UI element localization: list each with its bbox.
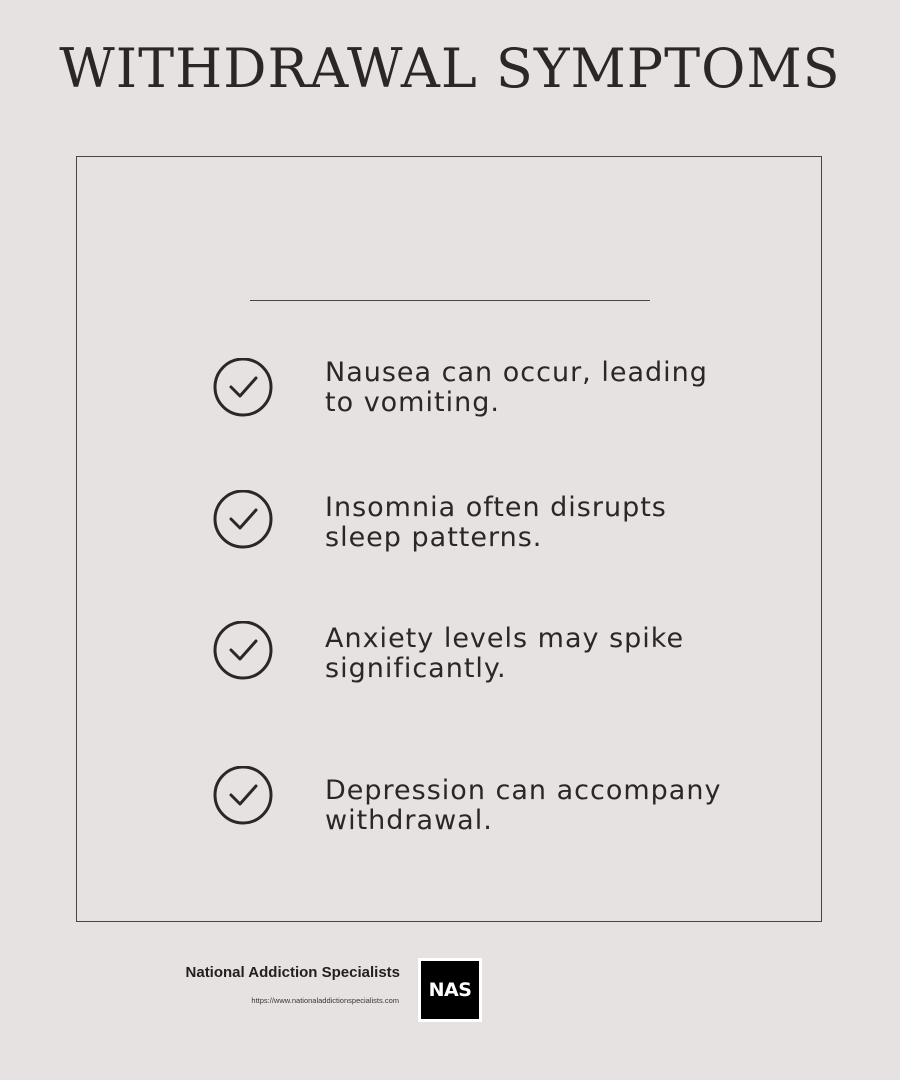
organization-url[interactable]: https://www.nationaladdictionspecialists.com [251, 996, 399, 1005]
logo-text: NAS [421, 961, 479, 1019]
check-circle-icon [212, 490, 274, 552]
nas-logo [418, 958, 482, 1022]
check-circle-icon [212, 766, 274, 828]
divider-line [250, 300, 650, 301]
symptom-text: Depression can accompany withdrawal. [325, 775, 722, 836]
organization-name: National Addiction Specialists [185, 964, 400, 981]
symptom-text: Insomnia often disrupts sleep patterns. [325, 492, 667, 553]
page-title: WITHDRAWAL SYMPTOMS [59, 37, 841, 100]
check-circle-icon [212, 621, 274, 683]
symptom-text: Nausea can occur, leading to vomiting. [325, 357, 708, 418]
check-circle-icon [212, 358, 274, 420]
symptom-text: Anxiety levels may spike significantly. [325, 623, 685, 684]
